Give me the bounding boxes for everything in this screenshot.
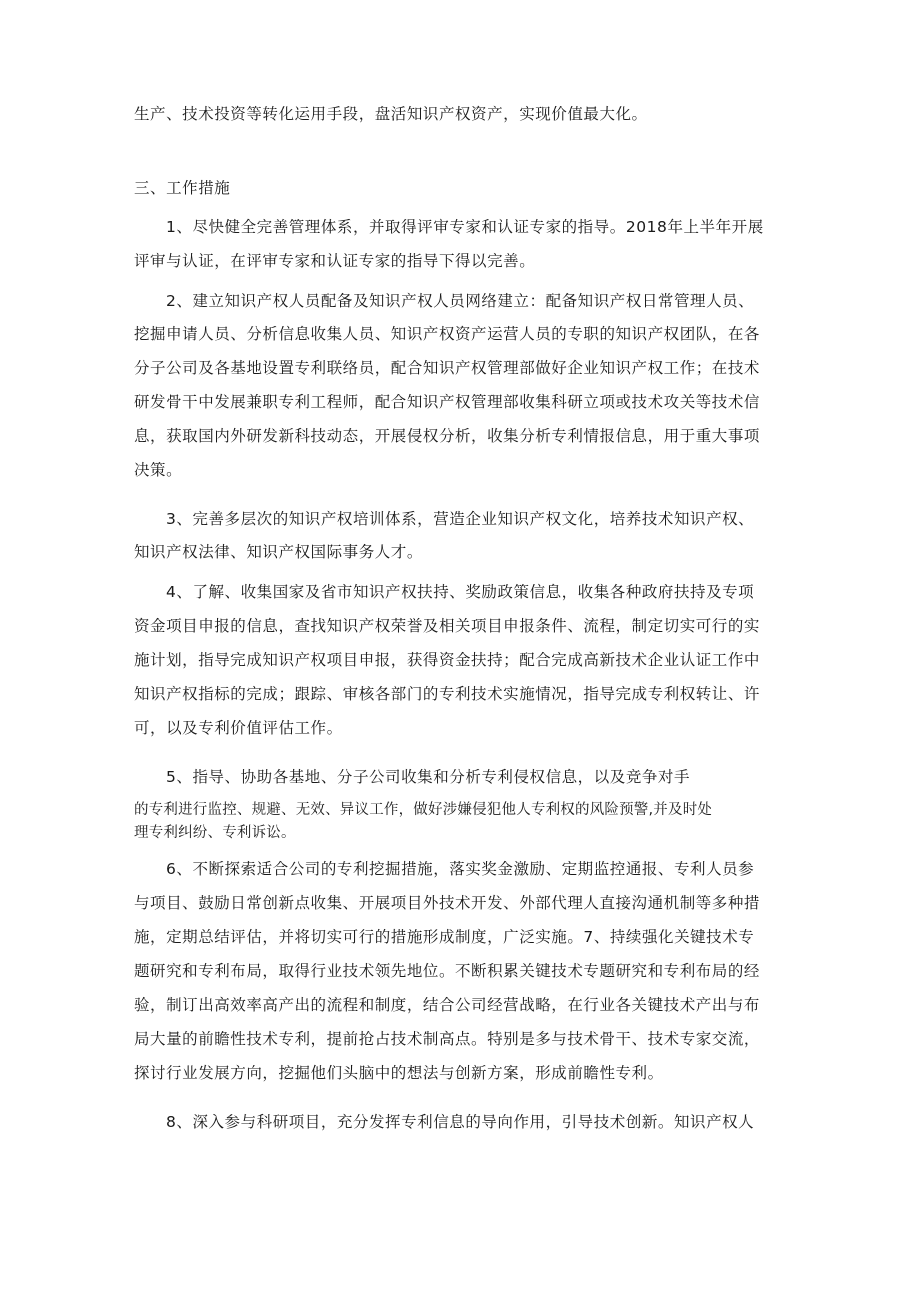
paragraph-5-line-2: 的专利进行监控、规避、无效、异议工作，做好涉嫌侵犯他人专利权的风险预警,并及时处 [134,802,713,818]
paragraph-6-line-4: 题研究和专利布局，取得行业技术领先地位。不断积累关键技术专题研究和专利布局的经 [134,962,760,980]
paragraph-3-line-2: 知识产权法律、知识产权国际事务人才。 [134,543,423,561]
paragraph-6-line-6: 局大量的前瞻性技术专利，提前抢占技术制高点。特别是多与技术骨干、技术专家交流， [134,1030,760,1048]
paragraph-4-line-2: 资金项目申报的信息，查找知识产权荣誉及相关项目申报条件、流程，制定切实可行的实 [134,617,760,635]
intro-line: 生产、技术投资等转化运用手段，盘活知识产权资产，实现价值最大化。 [134,105,648,123]
paragraph-6-line-2: 与项目、鼓励日常创新点收集、开展项目外技术开发、外部代理人直接沟通机制等多种措 [134,894,760,912]
paragraph-5-line-1: 5、指导、协助各基地、分子公司收集和分析专利侵权信息，以及竞争对手 [166,768,691,786]
paragraph-1-line-1: 1、尽快健全完善管理体系，并取得评审专家和认证专家的指导。2018年上半年开展 [166,218,764,236]
paragraph-3-line-1: 3、完善多层次的知识产权培训体系，营造企业知识产权文化，培养技术知识产权、 [166,510,755,528]
paragraph-2-line-2: 挖掘申请人员、分析信息收集人员、知识产权资产运营人员的专职的知识产权团队，在各 [134,325,760,343]
paragraph-6-line-1: 6、不断探索适合公司的专利挖掘措施，落实奖金激励、定期监控通报、专利人员参 [166,860,755,878]
paragraph-6-line-5: 验，制订出高效率高产出的流程和制度，结合公司经营战略，在行业各关键技术产出与布 [134,996,760,1014]
paragraph-6-line-7: 探讨行业发展方向，挖掘他们头脑中的想法与创新方案，形成前瞻性专利。 [134,1064,664,1082]
paragraph-2-line-3: 分子公司及各基地设置专利联络员，配合知识产权管理部做好企业知识产权工作；在技术 [134,359,760,377]
paragraph-4-line-4: 知识产权指标的完成；跟踪、审核各部门的专利技术实施情况，指导完成专利权转让、许 [134,685,760,703]
paragraph-1-line-2: 评审与认证，在评审专家和认证专家的指导下得以完善。 [134,252,536,270]
paragraph-8-line-1: 8、深入参与科研项目，充分发挥专利信息的导向作用，引导技术创新。知识产权人 [166,1113,755,1131]
paragraph-2-line-4: 研发骨干中发展兼职专利工程师，配合知识产权管理部收集科研立项或技术攻关等技术信 [134,393,760,411]
paragraph-6-line-3: 施，定期总结评估，并将切实可行的措施形成制度，广泛实施。7、持续强化关键技术专 [134,928,755,946]
paragraph-4-line-5: 可，以及专利价值评估工作。 [134,719,343,737]
section-heading: 三、工作措施 [134,179,231,197]
paragraph-2-line-6: 决策。 [134,461,183,479]
paragraph-4-line-1: 4、了解、收集国家及省市知识产权扶持、奖励政策信息，收集各种政府扶持及专项 [166,583,755,601]
paragraph-4-line-3: 施计划，指导完成知识产权项目申报，获得资金扶持；配合完成高新技术企业认证工作中 [134,651,760,669]
paragraph-5-line-3: 理专利纠纷、专利诉讼。 [134,825,296,841]
paragraph-2-line-5: 息，获取国内外研发新科技动态，开展侵权分析，收集分析专利情报信息，用于重大事项 [134,427,760,445]
paragraph-2-line-1: 2、建立知识产权人员配备及知识产权人员网络建立：配备知识产权日常管理人员、 [166,292,755,310]
